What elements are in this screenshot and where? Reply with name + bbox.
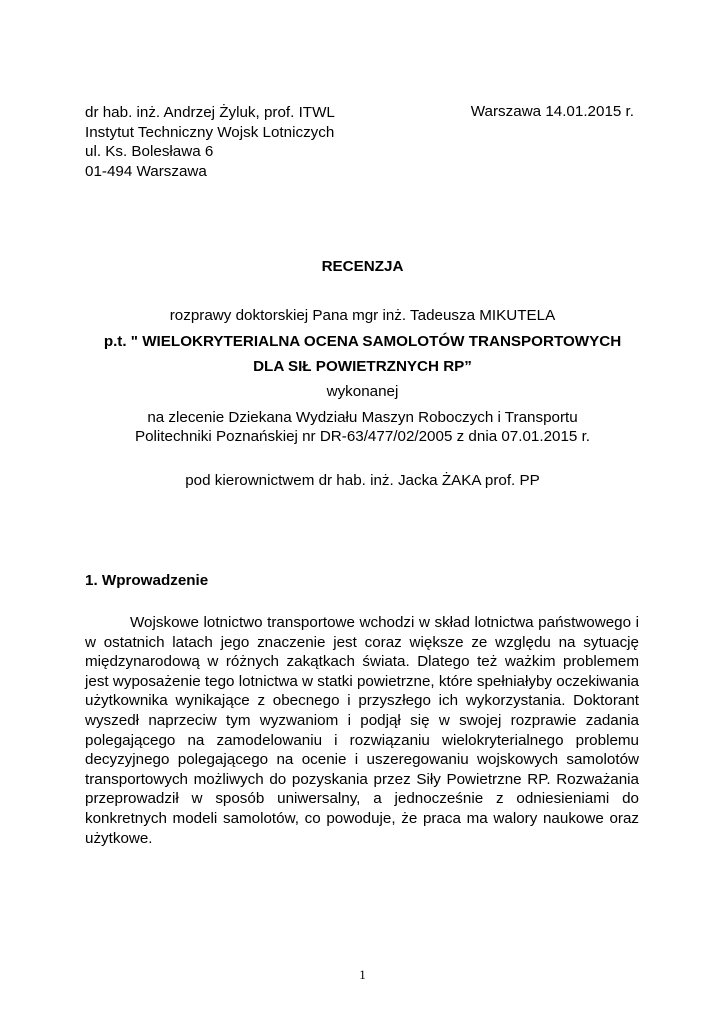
thesis-line: rozprawy doktorskiej Pana mgr inż. Tadeusza MIKUTELA: [169, 307, 556, 324]
intro-paragraph: Wojskowe lotnictwo transportowe wchodzi w skład lotnictwa państwowego i w ostatnich latach jego znaczenie jest coraz większe ze względu na sytuację międzynarodową w różnych zakątkach świata. Dlatego też ważkim problemem jest wyposażenie tego lotnictwa w statki powietrzne, które spełniałyby oczekiwania użytkownika wynikające z obecnego i przyszłego ich wykorzystania. Doktorant wyszedł naprzeciw tym wyzwaniom i podjął się w swojej rozprawie zadania polegającego na zamodelowaniu i rozwiązaniu wielokryterialnego problemu decyzyjnego polegającego na ocenie i uszeregowaniu wojskowych samolotów transportowych możliwych do pozyskania przez Siły Powietrzne RP. Rozważania przeprowadził w sposób uniwersalny, a jednocześnie z odniesieniami do konkretnych modeli samolotów, co powoduje, że praca ma walory naukowe oraz użytkowe.: [85, 614, 639, 847]
author-street: ul. Ks. Bolesława 6: [85, 143, 214, 160]
section-heading: 1. Wprowadzenie: [85, 572, 209, 589]
commission-line1: na zlecenie Dziekana Wydziału Maszyn Roboczych i Transportu: [147, 409, 578, 426]
author-institute: Instytut Techniczny Wojsk Lotniczych: [85, 123, 335, 141]
supervisor-line: pod kierownictwem dr hab. inż. Jacka ŻAKA prof. PP: [185, 472, 540, 489]
document-title: RECENZJA: [321, 258, 404, 275]
place-date: Warszawa 14.01.2015 r.: [470, 103, 634, 120]
thesis-topic-line1: p.t. " WIELOKRYTERIALNA OCENA SAMOLOTÓW TRANSPORTOWYCH: [103, 333, 622, 350]
thesis-topic-line2: DLA SIŁ POWIETRZNYCH RP”: [253, 358, 472, 375]
author-city: 01-494 Warszawa: [85, 162, 207, 180]
author-block: [85, 103, 335, 181]
author-name: dr hab. inż. Andrzej Żyluk, prof. ITWL: [85, 104, 335, 121]
commission-line2: Politechniki Poznańskiej nr DR-63/477/02/2005 z dnia 07.01.2015 r.: [134, 428, 591, 445]
page-number: 1: [359, 967, 366, 982]
performed-line: wykonanej: [326, 383, 399, 400]
